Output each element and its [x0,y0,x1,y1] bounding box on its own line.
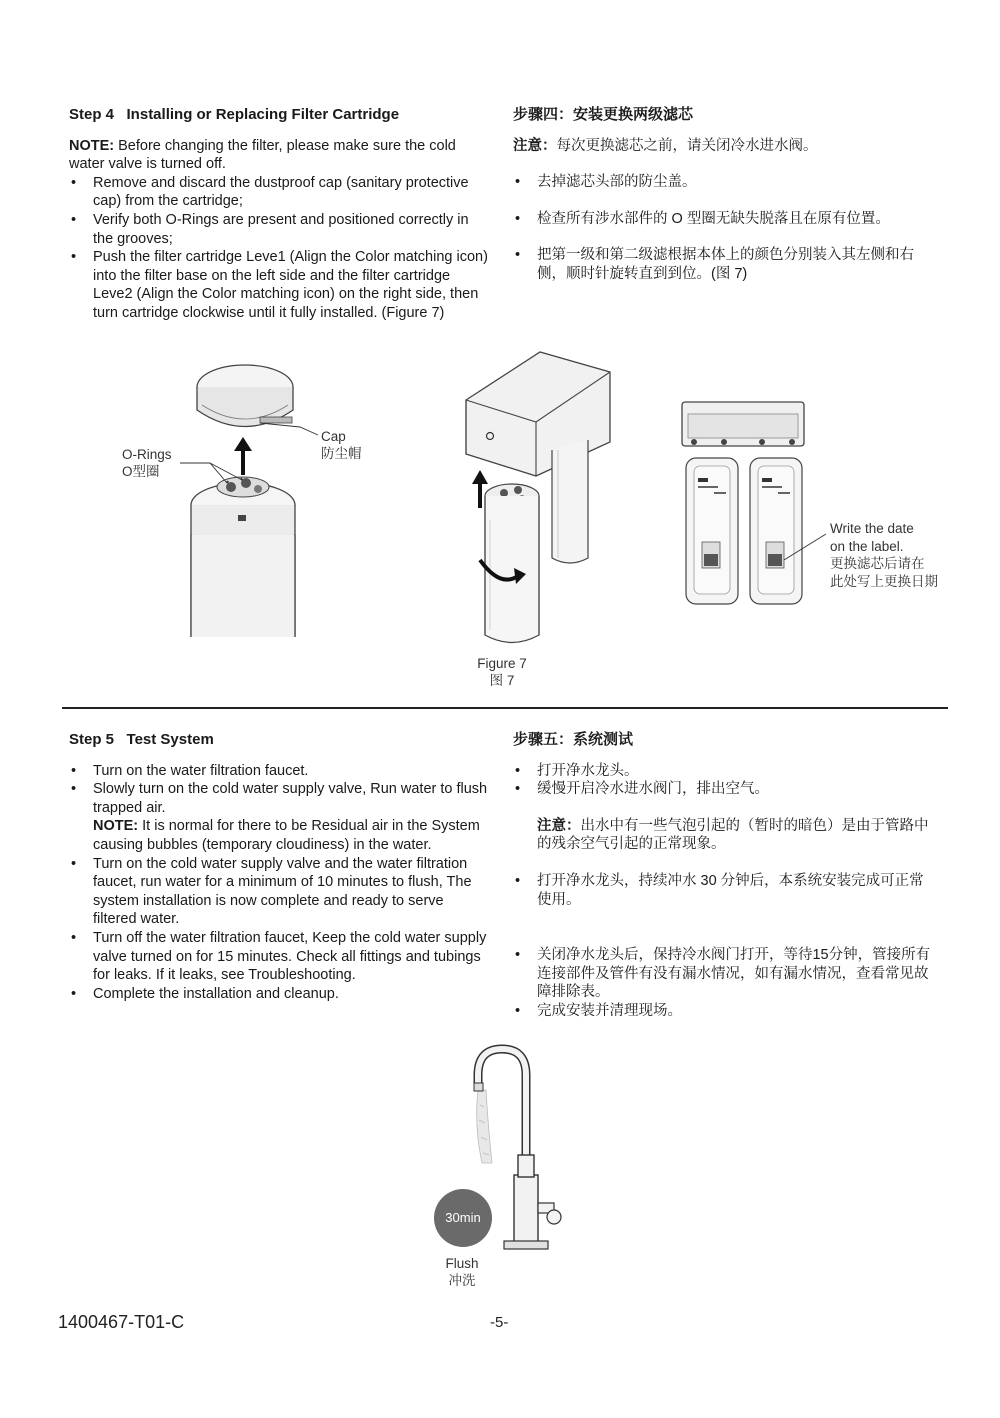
step5-en-list [69,762,489,818]
list-item: • Turn on the cold water supply valve and the water filtration faucet, run water for a minimum of 10 minutes to flush, The system installation is now complete and ready to serve filtered water. [69,855,489,929]
flush-label: Flush 冲洗 [445,1256,479,1288]
o-rings-label: O-Rings O型圈 [122,447,172,479]
list-item: • Turn off the water filtration faucet, Keep the cold water supply valve turned on for 15 minutes. Check all fittings and tubings for leaks. If it leaks, see Troubleshooting. [69,929,489,985]
step5-en-list-2 [69,855,489,1004]
step5-cn-list [513,762,933,799]
install-cartridge-illustration [460,350,620,650]
cap-label: Cap 防尘帽 [321,429,362,461]
list-item: • Complete the installation and cleanup. [69,985,489,1004]
step4-cn-list [513,173,933,283]
step4-en-note [69,137,489,174]
list-item: • 打开净水龙头。 [513,762,933,781]
step5-en-title: Step 5 Test System [69,731,214,748]
list-item: • 关闭净水龙头后，保持冷水阀门打开，等待15分钟，管接所有连接部件及管件有没有漏水情况，如有漏水情况，查看常见故障排除表。 [513,946,933,1002]
note-label: NOTE: [69,137,115,154]
list-item: • 把第一级和第二级滤根据本体上的颜色分别装入其左侧和右侧，顺时针旋转直到到位。(图 7) [513,246,933,283]
cartridge-cap-illustration [110,355,370,645]
list-item: • Turn on the water filtration faucet. [69,762,489,781]
timer-badge-text: 30min [445,1210,481,1225]
step4-cn-note [513,137,933,156]
doc-code: 1400467-T01-C [58,1312,185,1332]
list-item: • 去掉滤芯头部的防尘盖。 [513,173,933,192]
step4-en-title: Step 4 Installing or Replacing Filter Cartridge [69,106,400,123]
step4-cn [513,106,933,284]
step5-en-note [69,817,489,854]
filter-system-front-illustration [680,400,808,612]
step4-cn-title: 步骤四：安装更换两级滤芯 [513,106,694,123]
list-item: • 缓慢开启冷水进水阀门，排出空气。 [513,780,933,799]
list-item: • 检查所有涉水部件的 O 型圈无缺失脱落且在原有位置。 [513,210,933,229]
note-label: NOTE: [93,818,139,835]
step5-cn-title: 步骤五：系统测试 [513,731,634,748]
step5-cn [513,731,933,1021]
step4-en [69,106,489,323]
note-text: It is normal for there to be Residual air in the System causing bubbles (temporary cloudiness) in the water. [93,818,480,853]
step5-en [69,731,489,1003]
page-number: -5- [490,1314,509,1331]
note-text: 每次更换滤芯之前，请关闭冷水进水阀。 [556,137,818,154]
list-item: • Verify both O-Rings are present and positioned correctly in the grooves; [69,211,489,248]
list-item: • 完成安装并清理现场。 [513,1002,933,1021]
write-date-label: Write the date on the label. 更换滤芯后请在 此处写上更换日期 [830,521,938,589]
list-item: • Slowly turn on the cold water supply valve, Run water to flush trapped air. [69,780,489,817]
note-text: Before changing the filter, please make sure the cold water valve is turned off. [69,137,456,173]
list-item: • Remove and discard the dustproof cap (sanitary protective cap) from the cartridge; [69,174,489,211]
section-divider [62,707,948,709]
note-label: 注意： [537,817,581,834]
note-text: 出水中有一些气泡引起的（暂时的暗色）是由于管路中的残余空气引起的正常现象。 [537,817,929,853]
step5-cn-note [513,817,933,854]
step5-cn-list-2 [513,872,933,1021]
note-label: 注意： [513,137,557,154]
step4-en-list [69,174,489,323]
list-item: • Push the filter cartridge Leve1 (Align the Color matching icon) into the filter base on the left side and the filter cartridge Leve2 (Align the Color matching icon) on the right side, then turn cartridge clockwise until it fully installed. (Figure 7) [69,248,489,322]
list-item: • 打开净水龙头，持续冲水 30 分钟后，本系统安装完成可正常使用。 [513,872,933,909]
figure7-caption: Figure 7 图 7 [477,656,527,688]
